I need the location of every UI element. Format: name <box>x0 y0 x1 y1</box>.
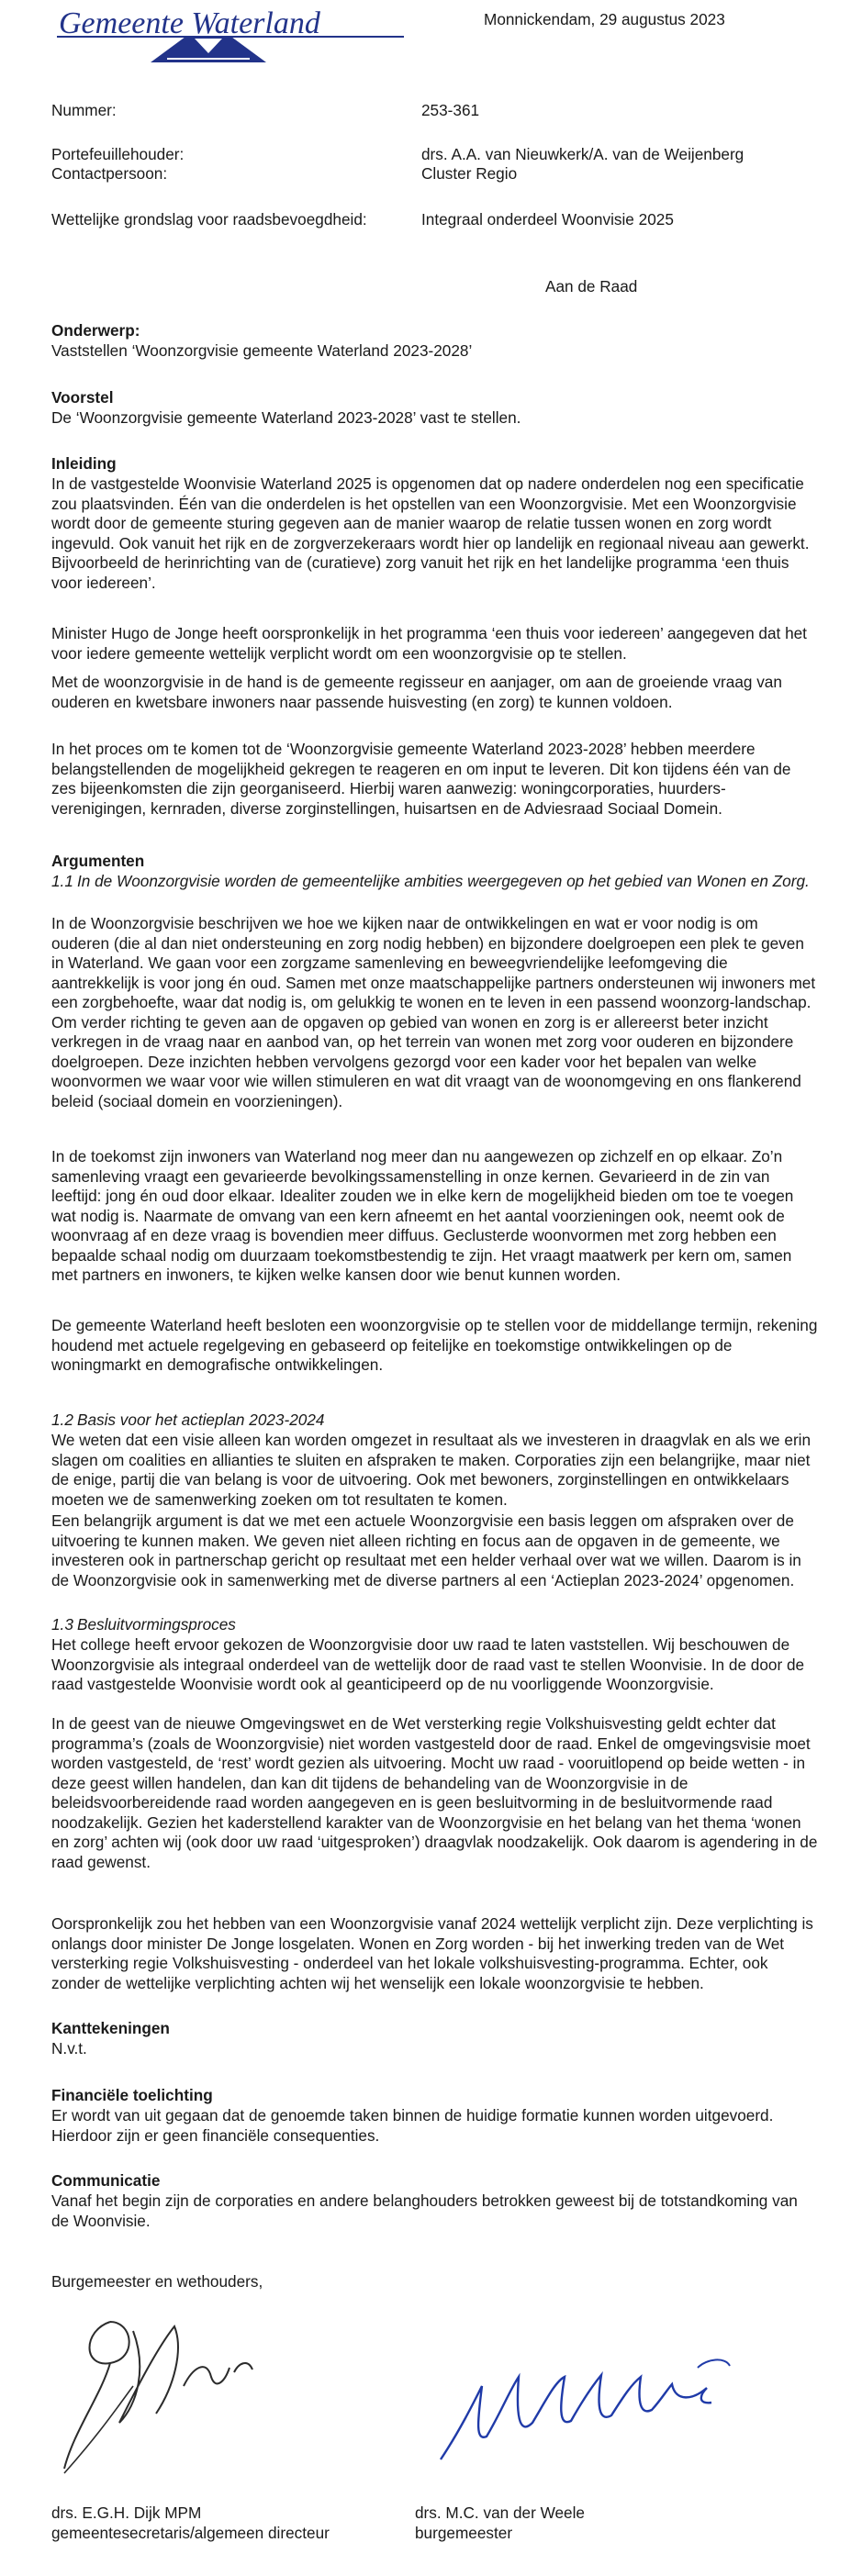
onderwerp-text: Vaststellen ‘Woonzorgvisie gemeente Waterland 2023-2028’ <box>51 341 473 360</box>
secretary-signature <box>46 2294 321 2492</box>
mayor-title: burgemeester <box>415 2524 513 2542</box>
nummer-value: 253-361 <box>421 101 480 119</box>
municipality-logo <box>57 6 404 66</box>
addressee: Aan de Raad <box>545 277 638 296</box>
secretary-signature-scribble <box>46 2294 321 2492</box>
inleiding-paragraph-2b: Met de woonzorgvisie in de hand is de gemeente regisseur en aanjager, om aan de groeiende vraag van ouderen en kwetsbare inwoners naar passende huisvesting (en zorg) te kunnen voldoen. <box>51 673 782 711</box>
inleiding-heading: Inleiding <box>51 454 117 473</box>
logo-wordmark: Gemeente Waterland <box>59 6 320 40</box>
section-1-1-paragraph-1: In de Woonzorgvisie beschrijven we hoe we kijken naar de ontwikkelingen en wat er voor nodig is om ouderen (die al dan niet ondersteuning en zorg nodig hebben) en bijzondere doelgroepen een plek te geven in Waterland. We gaan voor een zorgzame samenleving en beweegvriendelijke leefomgeving die aantrekkelijk is voor jong én oud. Samen met onze maatschappelijke partners ondersteunen wij inwoners met een zorgbehoefte, waar dat nodig is, om gelukkig te wonen en te leven in een passend woonzorg-landschap. Om verder richting te geven aan de opgaven op gebied van wonen en zorg is er allereerst beter inzicht verkregen in de vraag naar en aanbod van, op het terrein van wonen met zorg voor ouderen en bijzondere doelgroepen. Deze inzichten hebben vervolgens gezorgd voor een kader voor het bepalen van welke woonvormen we waar voor wie willen stimuleren en wat dit vraagt van de woonomgeving en ons flankerend beleid (sociaal domein en voorzieningen). <box>51 914 816 1110</box>
section-1-1-paragraph-3: De gemeente Waterland heeft besloten een woonzorgvisie op te stellen voor de middellange termijn, rekening houdend met actuele regelgeving en gebaseerd op feitelijke en toekomstige ontwikkelingen op de woningmarkt en demografische ontwikkelingen. <box>51 1316 818 1374</box>
secretary-name: drs. E.G.H. Dijk MPM <box>51 2504 202 2522</box>
section-1-3-title: Besluitvormingsproces <box>77 1615 236 1634</box>
argumenten-heading: Argumenten <box>51 852 145 870</box>
inleiding-paragraph-1: In de vastgestelde Woonvisie Waterland 2025 is opgenomen dat op nadere onderdelen nog een specificatie zou plaatsvinden. Één van die onderdelen is het opstellen van een Woonzorgvisie. Met een Woonzorgvisie wordt door de gemeente sturing gegeven aan de manier waarop de relatie tussen wonen en zorg wordt ingevuld. Ook vanuit het rijk en de zorgverzekeraars wordt hier op landelijk en regionaal niveau aan gewerkt. Bijvoorbeeld de herinrichting van de (curatieve) zorg vanuit het rijk en het landelijke programma ‘een thuis voor iedereen’. <box>51 474 810 592</box>
meta-row-contact <box>51 164 819 184</box>
portefeuille-label: Portefeuillehouder: <box>51 145 185 163</box>
contact-label: Contactpersoon: <box>51 164 168 183</box>
inleiding-paragraph-3: In het proces om te komen tot de ‘Woonzorgvisie gemeente Waterland 2023-2028’ hebben meerdere belangstellenden de mogelijkheid gekregen te reageren en om input te leveren. Dit kon tijdens één van de zes bijeenkomsten die zijn georganiseerd. Hierbij waren aanwezig: woningcorporaties, huurders-verenigingen, kernraden, diverse zorginstellingen, huisartsen en de Adviesraad Sociaal Domein. <box>51 740 791 818</box>
financieel-heading: Financiële toelichting <box>51 2086 213 2104</box>
grondslag-value: Integraal onderdeel Woonvisie 2025 <box>421 210 674 229</box>
inleiding-paragraph-2a: Minister Hugo de Jonge heeft oorspronkelijk in het programma ‘een thuis voor iedereen’ aangegeven dat het voor iedere gemeente wettelijk verplicht wordt om een woonzorgvisie op te stellen. <box>51 624 807 663</box>
section-1-2-title: Basis voor het actieplan 2023-2024 <box>77 1411 325 1429</box>
onderwerp-heading: Onderwerp: <box>51 321 140 340</box>
kanttekeningen-heading: Kanttekeningen <box>51 2019 170 2037</box>
kanttekeningen-text: N.v.t. <box>51 2039 87 2057</box>
section-1-3-paragraph-1: Het college heeft ervoor gekozen de Woonzorgvisie door uw raad te laten vaststellen. Wij beschouwen de Woonzorgvisie als integraal onderdeel van de wettelijk door de raad vast te stellen Woonvisie. In de door de raad vastgestelde Woonvisie wordt ook al geanticipeerd op de nu voorliggende Woonzorgvisie. <box>51 1635 805 1693</box>
nummer-label: Nummer: <box>51 101 117 119</box>
secretary-title: gemeentesecretaris/algemeen directeur <box>51 2524 330 2542</box>
section-1-1-number: 1.1 <box>51 872 73 890</box>
logo-graphic <box>57 6 404 66</box>
mayor-signature <box>431 2349 734 2478</box>
section-1-2-paragraph-1: We weten dat een visie alleen kan worden omgezet in resultaat als we investeren in draagvlak en als we erin slagen om coalities en allianties te sluiten en afspraken te maken. Corporaties zijn een belangrijke, maar niet de enige, partij die van belang is voor de uitvoering. Ook met bewoners, zorginstellingen en ontwikkelaars moeten we de samenwerking zoeken om tot resultaten te komen. <box>51 1431 812 1509</box>
section-1-3-paragraph-3: Oorspronkelijk zou het hebben van een Woonzorgvisie vanaf 2024 wettelijk verplicht zijn. Deze verplichting is onlangs door minister De Jonge losgelaten. Wonen en Zorg worden - bij het inwerking treden van de Wet versterking regie Volkshuisvesting - onderdeel van het lokale volkshuisvesting-programma. Echter, ook zonder de wettelijke verplichting achten wij het wenselijk een lokale woonzorgvisie te hebben. <box>51 1914 813 1992</box>
meta-row-portefeuille <box>51 145 819 165</box>
section-1-1-title: In de Woonzorgvisie worden de gemeentelijke ambities weergegeven op het gebied van Wonen en Zorg. <box>77 872 810 890</box>
grondslag-label: Wettelijke grondslag voor raadsbevoegdheid: <box>51 210 367 229</box>
mayor-name: drs. M.C. van der Weele <box>415 2504 585 2522</box>
section-1-3-paragraph-2: In de geest van de nieuwe Omgevingswet en de Wet versterking regie Volkshuisvesting geldt echter dat programma’s (zoals de Woonzorgvisie) niet worden vastgesteld door de raad. Enkel de omgevingsvisie moet worden vastgesteld, de ‘rest’ wordt gezien als uitvoering. Mocht uw raad - vooruitlopend op beide wetten - in deze geest willen handelen, dan kan dit tijdens de behandeling van de Woonzorgvisie in de beleidsvoorbereidende raad worden aangegeven en is geen besluitvorming in de besluitvormende raad noodzakelijk. Gezien het kaderstellend karakter van de Woonzorgvisie en het belang van het thema ‘wonen en zorg’ achten wij (ook door uw raad ‘uitgesproken’) draagvlak noodzakelijk. Ook daarom is agendering in de raad gewenst. <box>51 1714 818 1871</box>
meta-row-grondslag <box>51 210 819 230</box>
portefeuille-value: drs. A.A. van Nieuwkerk/A. van de Weijenberg <box>421 145 744 163</box>
voorstel-heading: Voorstel <box>51 388 114 407</box>
contact-value: Cluster Regio <box>421 164 518 183</box>
voorstel-text: De ‘Woonzorgvisie gemeente Waterland 2023-2028’ vast te stellen. <box>51 408 521 427</box>
communicatie-text: Vanaf het begin zijn de corporaties en andere belanghouders betrokken geweest bij de totstandkoming van de Woonvisie. <box>51 2191 798 2230</box>
section-1-2-number: 1.2 <box>51 1411 73 1429</box>
closing-line: Burgemeester en wethouders, <box>51 2272 263 2291</box>
date-line: Monnickendam, 29 augustus 2023 <box>484 10 725 28</box>
communicatie-heading: Communicatie <box>51 2171 161 2190</box>
section-1-2-paragraph-2: Een belangrijk argument is dat we met een actuele Woonzorgvisie een basis leggen om afspraken over de uitvoering te kunnen maken. We geven niet alleen richting en focus aan de opgaven in de gemeente, we investeren ook in partnerschap gericht op resultaat met een helder verhaal over wat we willen. Daarom is in de Woonzorgvisie ook in samenwerking met de diverse partners al een ‘Actieplan 2023-2024’ opgenomen. <box>51 1511 801 1589</box>
meta-row-nummer <box>51 101 819 121</box>
section-1-1-paragraph-2: In de toekomst zijn inwoners van Waterland nog meer dan nu aangewezen op zichzelf en op elkaar. Zo’n samenleving vraagt een gevarieerde bevolkingssamenstelling in onze kernen. Gevarieerd in de zin van leeftijd: jong én oud door elkaar. Idealiter zouden we in elke kern de mogelijkheid bieden om toe te voegen wat nodig is. Naarmate de omvang van een kern afneemt en het aantal voorzieningen ook, neemt ook de woonvraag af en deze vraag is bovendien meer diffuus. Geclusterde woonvormen met zorg hebben een bepaalde schaal nodig om duurzaam toekomstbestendig te zijn. Het vraagt maatwerk per kern om, samen met partners en inwoners, te kijken welke kansen door wie benut kunnen worden. <box>51 1147 794 1284</box>
section-1-3-number: 1.3 <box>51 1615 73 1634</box>
mayor-signature-scribble <box>431 2349 734 2478</box>
financieel-text: Er wordt van uit gegaan dat de genoemde taken binnen de huidige formatie kunnen worden uitgevoerd. Hierdoor zijn er geen financiële consequenties. <box>51 2106 774 2145</box>
